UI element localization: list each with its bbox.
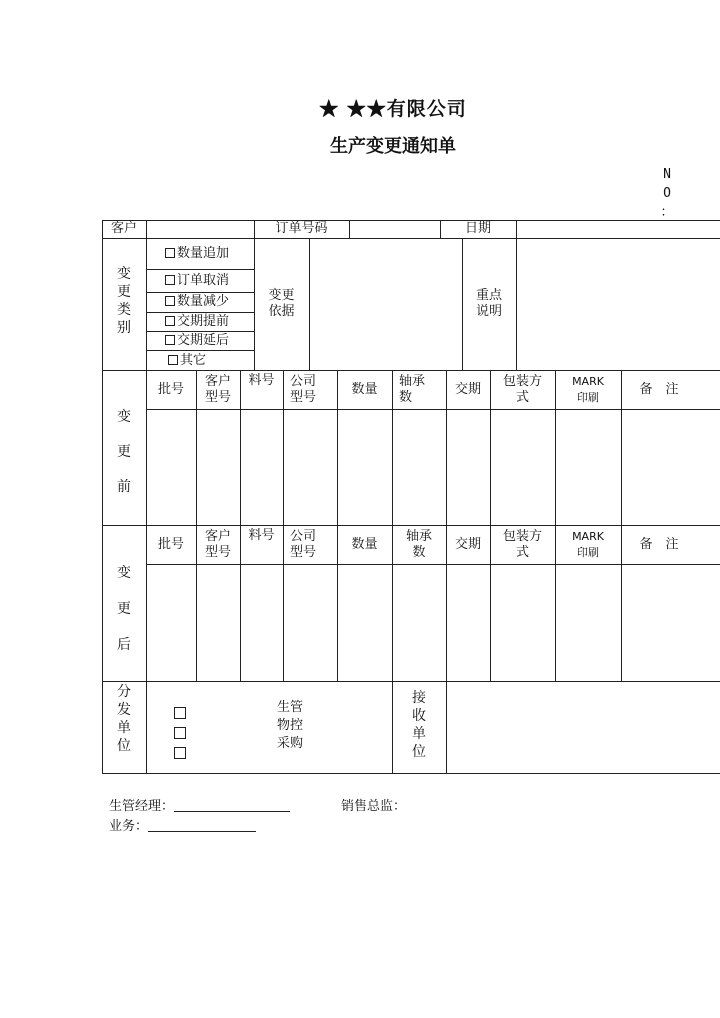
receiving-unit-field[interactable] (446, 681, 720, 773)
before-change-label: 变 更 前 (117, 409, 131, 495)
checkbox-icon (165, 275, 175, 285)
receiving-unit-label: 接 收 单 位 (412, 690, 426, 760)
key-notes-label: 重点 说明 (475, 288, 502, 319)
header-mark: MARK 印刷 (572, 529, 604, 559)
header-packing: 包装方 式 (502, 373, 542, 405)
header-delivery: 交期 (454, 381, 481, 397)
unit-purchasing: 采购 (277, 736, 304, 751)
header-company-model: 公司 型号 (290, 373, 317, 405)
header-customer-model: 客户 型号 (204, 373, 231, 405)
form-title: 生产变更通知单 (330, 136, 456, 157)
option-order-cancel[interactable]: 订单取消 (165, 273, 229, 289)
order-number-field[interactable] (349, 220, 440, 238)
header-quantity: 数量 (351, 381, 378, 397)
after-data-area[interactable] (146, 564, 720, 681)
change-basis-field[interactable] (309, 238, 462, 370)
distribution-units-list (277, 699, 303, 753)
option-delivery-advance[interactable]: 交期提前 (165, 314, 229, 330)
production-manager-signature: 生管经理： (109, 795, 290, 814)
checkbox-icon (165, 296, 175, 306)
checkbox-purchasing[interactable] (174, 747, 186, 759)
header-packing: 包装方 式 (502, 528, 542, 560)
sales-director-signature: 销售总监： (341, 799, 407, 814)
header-batch: 批号 (157, 381, 184, 397)
checkbox-icon (168, 355, 178, 365)
header-bearing: 轴承 数 (405, 528, 432, 560)
distribution-units-label: 分 发 单 位 (117, 684, 131, 754)
header-delivery: 交期 (454, 536, 481, 552)
option-quantity-decrease[interactable]: 数量减少 (165, 294, 229, 310)
distribution-checkboxes (174, 704, 188, 759)
company-name: ★ ★★有限公司 (319, 98, 467, 120)
header-remarks: 备 注 (639, 536, 679, 552)
order-number-label: 订单号码 (275, 221, 328, 236)
header-mark: MARK 印刷 (572, 374, 604, 404)
manager-signature-line[interactable] (174, 799, 290, 812)
header-quantity: 数量 (351, 536, 378, 552)
header-batch: 批号 (157, 536, 184, 552)
unit-production: 生管 (277, 700, 304, 715)
option-other[interactable]: 其它 (168, 353, 206, 369)
date-label: 日期 (464, 221, 491, 236)
checkbox-icon (165, 316, 175, 326)
checkbox-icon (165, 335, 175, 345)
header-company-model: 公司 型号 (290, 528, 317, 560)
before-data-area[interactable] (146, 409, 720, 525)
change-type-label: 变 更 类 别 (117, 266, 131, 336)
business-signature-line[interactable] (148, 819, 256, 832)
header-material: 料号 (248, 373, 275, 388)
form-number-label: N O ： (660, 167, 674, 220)
customer-field[interactable] (146, 220, 254, 238)
header-remarks: 备 注 (639, 381, 679, 397)
customer-label: 客户 (110, 221, 137, 236)
key-notes-field[interactable] (516, 238, 720, 370)
option-quantity-increase[interactable]: 数量追加 (165, 246, 229, 262)
after-change-label: 变 更 后 (117, 565, 131, 653)
header-customer-model: 客户 型号 (204, 528, 231, 560)
checkbox-material-control[interactable] (174, 727, 186, 739)
header-material: 料号 (248, 528, 275, 543)
option-delivery-delay[interactable]: 交期延后 (165, 333, 229, 349)
date-field[interactable] (516, 220, 720, 238)
header-bearing: 轴承 数 (399, 373, 426, 405)
checkbox-icon (165, 248, 175, 258)
business-signature: 业务： (109, 815, 256, 834)
checkbox-production[interactable] (174, 707, 186, 719)
unit-material-control: 物控 (277, 718, 304, 733)
change-basis-label: 变更 依据 (268, 288, 295, 319)
